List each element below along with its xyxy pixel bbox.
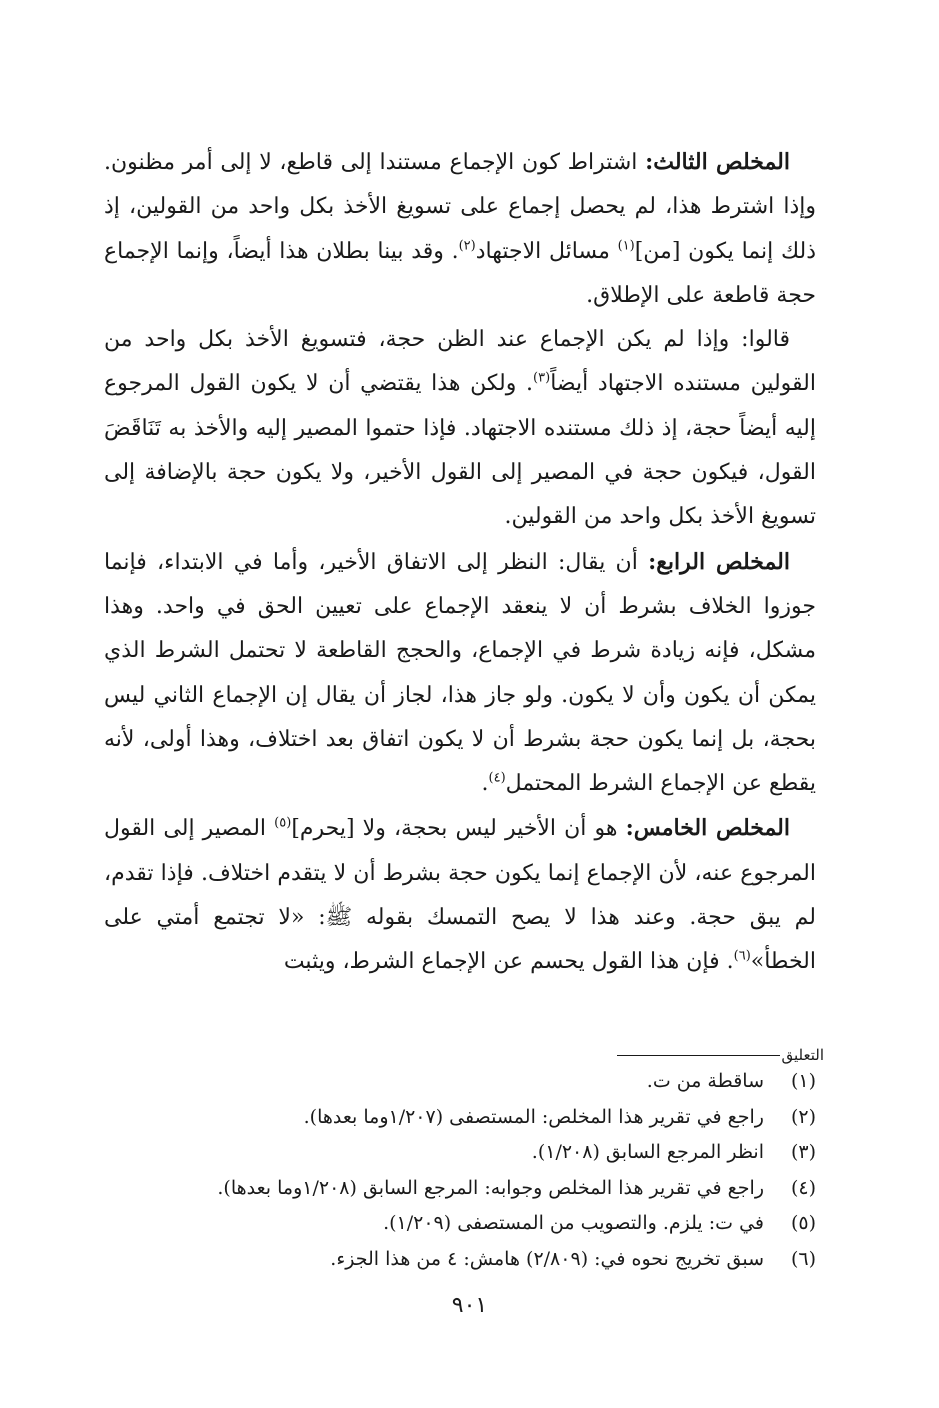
section-heading-fourth: المخلص الرابع:: [648, 548, 790, 575]
footnote-number: (٥): [790, 1212, 816, 1235]
paragraph-fourth-escape: [104, 540, 816, 807]
paragraph-text: المصير إلى القول المرجوع عنه، لأن الإجماع إنما يكون حجة بشرط أن لا يتقدم اختلاف. فإذا تقدم، لم يبق حجة. وعند هذا لا يصح التمسك بقوله ﷺ: «لا تجتمع أمتي على الخطأ»: [104, 816, 816, 975]
footnote-text: في ت: يلزم. والتصويب من المستصفى (١/٢٠٩).: [383, 1212, 764, 1235]
footnote-number: (٦): [790, 1247, 816, 1270]
footnote-item: [160, 1242, 816, 1278]
footnote-number: (٣): [790, 1141, 816, 1164]
footnote-separator: [104, 1046, 824, 1064]
footnote-item: [160, 1206, 816, 1242]
separator-rule: [617, 1055, 780, 1056]
footnote-item: [160, 1171, 816, 1207]
section-heading-fifth: المخلص الخامس:: [625, 815, 790, 842]
paragraph-text: . وقد بينا بطلان هذا أيضاً، وإنما الإجماع حجة قاطعة على الإطلاق.: [104, 238, 816, 308]
footnote-text: راجع في تقرير هذا المخلص: المستصفى (١/٢٠٧وما بعدها).: [303, 1105, 764, 1128]
main-text: [104, 140, 816, 985]
paragraph-fifth-escape: [104, 806, 816, 984]
paragraph-text: أن يقال: النظر إلى الاتفاق الأخير، وأما في الابتداء، فإنما جوزوا الخلاف بشرط أن لا ينعقد الإجماع على تعيين الحق في واحد. وهذا مشكل، فإنه زيادة شرط في الإجماع، والحجج القاطعة لا تحتمل الشرط الذي يمكن أن يكون وأن لا يكون. ولو جاز هذا، لجاز أن يقال إن الإجماع الثاني ليس بحجة، بل إنما يكون حجة بشرط أن لا يكون اتفاق بعد اختلاف، وهذا أولى، لأنه يقطع عن الإجماع الشرط المحتمل: [104, 549, 817, 797]
footnote-text: سبق تخريج نحوه في: (٢/٨٠٩) هامش: ٤ من هذا الجزء.: [330, 1247, 764, 1270]
footnote-text: ساقطة من ت.: [646, 1070, 764, 1092]
page-number: ٩٠١: [451, 1293, 488, 1318]
paragraph-text: .: [481, 771, 489, 797]
paragraph-text: . ولكن هذا يقتضي أن لا يكون القول المرجوع إليه أيضاً حجة، إذ ذلك مستنده الاجتهاد. فإذا حتموا المصير إليه والأخذ به تَنَاقَضَ القول، فيكون حجة في المصير إلى القول الأخير، ولا يكون حجة بالإضافة إلى تسويغ الأخذ بكل واحد من القولين.: [104, 371, 816, 530]
footnote-item: [160, 1064, 816, 1100]
footnote-ref-5[interactable]: (٥): [274, 816, 292, 832]
paragraph-text: قالوا: وإذا لم يكن الإجماع عند الظن حجة، فتسويغ الأخذ بكل واحد من القولين مستنده الاجتهاد أيضاً: [104, 327, 816, 397]
footnote-text: راجع في تقرير هذا المخلص وجوابه: المرجع السابق (١/٢٠٨وما بعدها).: [217, 1176, 764, 1199]
paragraph-text: . فإن هذا القول يحسم عن الإجماع الشرط، ويثبت: [283, 949, 734, 975]
footnote-item: [160, 1100, 816, 1136]
footnote-ref-2[interactable]: (٢): [458, 238, 476, 254]
footnote-item: [160, 1135, 816, 1171]
footnote-ref-1[interactable]: (١): [617, 238, 635, 254]
footnote-number: (٢): [790, 1105, 816, 1128]
paragraph-text: اشتراط كون الإجماع مستندا إلى قاطع، لا إلى أمر مظنون. وإذا اشترط هذا، لم يحصل إجماع على تسويغ الأخذ بكل واحد من القولين، إذ ذلك إنما يكون [من]: [104, 150, 817, 264]
paragraph-third-escape: [104, 140, 816, 318]
paragraph-they-said: [104, 318, 816, 539]
footnote-number: (٤): [790, 1176, 816, 1199]
footnote-separator-label: التعليق: [781, 1046, 824, 1064]
footnote-ref-4[interactable]: (٤): [488, 770, 506, 786]
footnote-ref-3[interactable]: (٣): [533, 371, 551, 387]
footnote-ref-6[interactable]: (٦): [733, 949, 751, 965]
section-heading-third: المخلص الثالث:: [645, 149, 790, 175]
footnote-number: (١): [790, 1070, 816, 1092]
paragraph-text: هو أن الأخير ليس بحجة، ولا [يحرم]: [291, 816, 626, 842]
footnote-text: انظر المرجع السابق (١/٢٠٨).: [531, 1141, 764, 1164]
paragraph-text: مسائل الاجتهاد: [475, 238, 618, 264]
footnotes-list: [160, 1064, 816, 1278]
